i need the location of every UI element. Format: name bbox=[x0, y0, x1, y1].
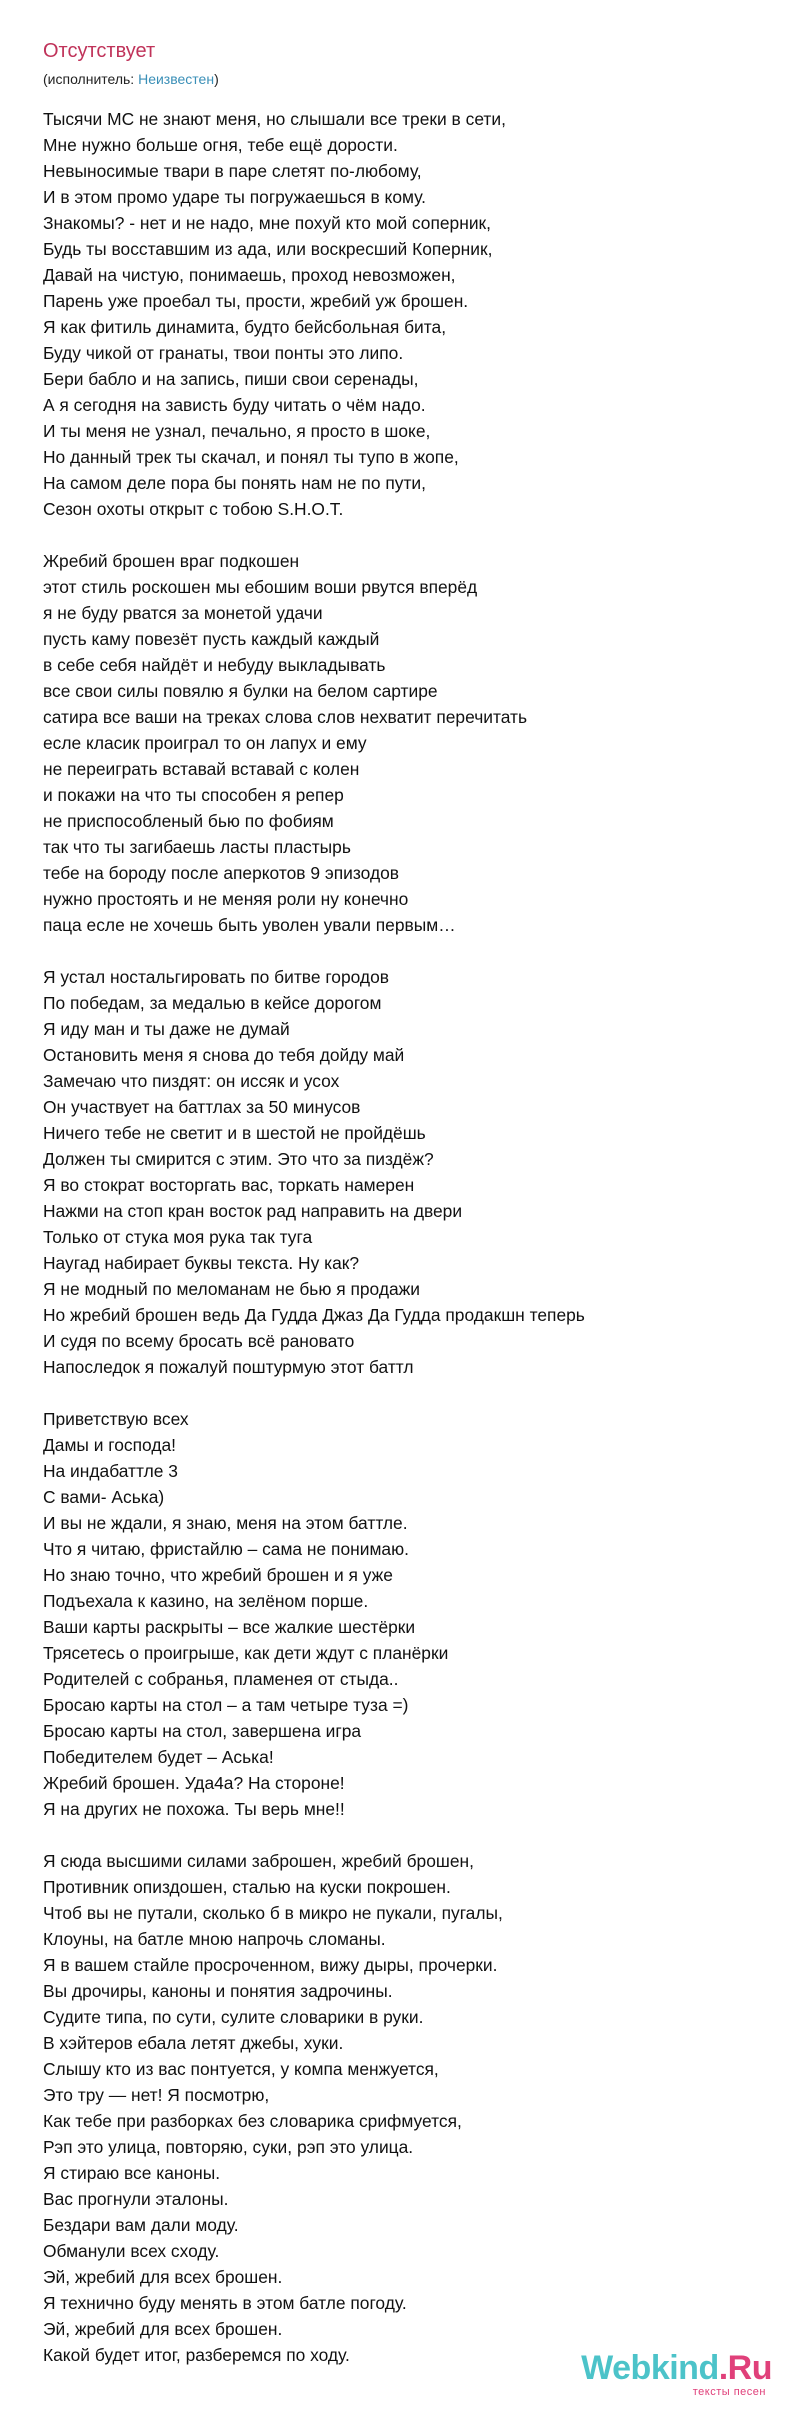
lyric-line: так что ты загибаешь ласты пластырь bbox=[43, 837, 351, 857]
lyric-line: Это тру — нет! Я посмотрю, bbox=[43, 2085, 270, 2105]
lyric-line: Я во стократ восторгать вас, торкать намерен bbox=[43, 1175, 415, 1195]
lyric-line: сатира все ваши на треках слова слов нехватит перечитать bbox=[43, 707, 528, 727]
lyric-line: есле класик проиграл то он лапух и ему bbox=[43, 733, 367, 753]
lyric-line: Я устал ностальгировать по битве городов bbox=[43, 967, 389, 987]
lyric-line: В хэйтеров ебала летят джебы, хуки. bbox=[43, 2033, 344, 2053]
lyric-line: Жребий брошен. Уда4а? На стороне! bbox=[43, 1773, 345, 1793]
lyric-line: Ничего тебе не светит и в шестой не пройдёшь bbox=[43, 1123, 426, 1143]
lyric-line: Тысячи МС не знают меня, но слышали все треки в сети, bbox=[43, 109, 506, 129]
lyric-line: Знакомы? - нет и не надо, мне похуй кто мой соперник, bbox=[43, 213, 491, 233]
lyric-line: Обманули всех сходу. bbox=[43, 2241, 220, 2261]
lyric-line: этот стиль роскошен мы ебошим воши рвутся вперёд bbox=[43, 577, 478, 597]
lyric-line: На самом деле пора бы понять нам не по пути, bbox=[43, 473, 426, 493]
lyric-line: Замечаю что пиздят: он иссяк и усох bbox=[43, 1071, 340, 1091]
lyric-line: не переиграть вставай вставай с колен bbox=[43, 759, 360, 779]
lyric-line: Дамы и господа! bbox=[43, 1435, 176, 1455]
stanza-break bbox=[43, 1380, 783, 1406]
lyric-line: не приспособленый бью по фобиям bbox=[43, 811, 334, 831]
lyric-line: нужно простоять и не меняя роли ну конечно bbox=[43, 889, 409, 909]
lyric-line: и покажи на что ты способен я репер bbox=[43, 785, 344, 805]
lyric-line: И судя по всему бросать всё рановато bbox=[43, 1331, 355, 1351]
lyric-line: Будь ты восставшим из ада, или воскресший Коперник, bbox=[43, 239, 493, 259]
lyric-line: Но данный трек ты скачал, и понял ты тупо в жопе, bbox=[43, 447, 459, 467]
lyric-line: Бросаю карты на стол – а там четыре туза =) bbox=[43, 1695, 409, 1715]
lyric-line: пусть каму повезёт пусть каждый каждый bbox=[43, 629, 380, 649]
lyric-line: Клоуны, на батле мною напрочь сломаны. bbox=[43, 1929, 386, 1949]
lyric-line: Я иду ман и ты даже не думай bbox=[43, 1019, 290, 1039]
lyric-line: Он участвует на баттлах за 50 минусов bbox=[43, 1097, 361, 1117]
lyric-line: Но знаю точно, что жребий брошен и я уже bbox=[43, 1565, 393, 1585]
lyric-line: Ваши карты раскрыты – все жалкие шестёрки bbox=[43, 1617, 416, 1637]
lyric-line: Парень уже проебал ты, прости, жребий уж брошен. bbox=[43, 291, 469, 311]
lyric-line: И в этом промо ударе ты погружаешься в кому. bbox=[43, 187, 426, 207]
lyric-line: Невыносимые твари в паре слетят по-любому, bbox=[43, 161, 422, 181]
lyric-line: Рэп это улица, повторяю, суки, рэп это улица. bbox=[43, 2137, 414, 2157]
lyric-line: Бездари вам дали моду. bbox=[43, 2215, 239, 2235]
lyric-line: Вы дрочиры, каноны и понятия задрочины. bbox=[43, 1981, 393, 2001]
lyric-line: Я не модный по меломанам не бью я продажи bbox=[43, 1279, 421, 1299]
lyric-line: Какой будет итог, разберемся по ходу. bbox=[43, 2345, 350, 2365]
lyric-line: Бросаю карты на стол, завершена игра bbox=[43, 1721, 362, 1741]
lyric-line: Как тебе при разборках без словарика срифмуется, bbox=[43, 2111, 462, 2131]
lyric-line: Я на других не похожа. Ты верь мне!! bbox=[43, 1799, 345, 1819]
song-title: Отсутствует bbox=[43, 40, 156, 62]
lyric-line: Что я читаю, фристайлю – сама не понимаю. bbox=[43, 1539, 409, 1559]
lyric-line: Победителем будет – Аська! bbox=[43, 1747, 274, 1767]
lyrics-body bbox=[43, 106, 783, 2368]
lyric-line: А я сегодня на зависть буду читать о чём надо. bbox=[43, 395, 426, 415]
lyric-line: Приветствую всех bbox=[43, 1409, 189, 1429]
lyric-line: Я как фитиль динамита, будто бейсбольная бита, bbox=[43, 317, 447, 337]
lyric-line: И ты меня не узнал, печально, я просто в шоке, bbox=[43, 421, 431, 441]
lyric-line: Жребий брошен враг подкошен bbox=[43, 551, 300, 571]
lyric-line: Вас прогнули эталоны. bbox=[43, 2189, 229, 2209]
lyric-line: Нажми на стоп кран восток рад направить на двери bbox=[43, 1201, 463, 1221]
lyric-line: Я сюда высшими силами заброшен, жребий брошен, bbox=[43, 1851, 474, 1871]
logo-wordmark bbox=[572, 2350, 772, 2386]
lyric-line: Но жребий брошен ведь Да Гудда Джаз Да Гудда продакшн теперь bbox=[43, 1305, 585, 1325]
lyric-line: Давай на чистую, понимаешь, проход невозможен, bbox=[43, 265, 456, 285]
lyric-line: Чтоб вы не путали, сколько б в микро не пукали, пугалы, bbox=[43, 1903, 503, 1923]
lyric-line: Я стираю все каноны. bbox=[43, 2163, 221, 2183]
lyric-line: паца есле не хочешь быть уволен ували первым… bbox=[43, 915, 456, 935]
logo-tld: .Ru bbox=[718, 2349, 772, 2387]
lyric-line: Только от стука моя рука так туга bbox=[43, 1227, 313, 1247]
lyric-line: я не буду рватся за монетой удачи bbox=[43, 603, 323, 623]
lyric-line: Родителей с собранья, пламенея от стыда.. bbox=[43, 1669, 399, 1689]
stanza-break bbox=[43, 522, 783, 548]
lyric-line: Наугад набирает буквы текста. Ну как? bbox=[43, 1253, 360, 1273]
lyric-line: Трясетесь о проигрыше, как дети ждут с планёрки bbox=[43, 1643, 449, 1663]
lyric-line: По победам, за медалью в кейсе дорогом bbox=[43, 993, 382, 1013]
lyric-line: Эй, жребий для всех брошен. bbox=[43, 2319, 283, 2339]
performer-prefix: (исполнитель: bbox=[43, 71, 139, 87]
lyric-line: С вами- Аська) bbox=[43, 1487, 165, 1507]
lyric-line: Слышу кто из вас понтуется, у компа менжуется, bbox=[43, 2059, 439, 2079]
lyric-line: На индабаттле 3 bbox=[43, 1461, 178, 1481]
lyric-line: тебе на бороду после аперкотов 9 эпизодов bbox=[43, 863, 399, 883]
stanza-break bbox=[43, 938, 783, 964]
site-logo[interactable] bbox=[572, 2350, 772, 2398]
lyric-line: Сезон охоты открыт с тобою S.H.O.T. bbox=[43, 499, 344, 519]
performer-line bbox=[43, 70, 219, 88]
lyric-line: Я технично буду менять в этом батле погоду. bbox=[43, 2293, 407, 2313]
lyric-line: Подъехала к казино, на зелёном порше. bbox=[43, 1591, 369, 1611]
lyric-line: Я в вашем стайле просроченном, вижу дыры, прочерки. bbox=[43, 1955, 498, 1975]
logo-tagline: тексты песен bbox=[692, 2386, 766, 2398]
lyric-line: Остановить меня я снова до тебя дойду май bbox=[43, 1045, 405, 1065]
performer-link[interactable]: Неизвестен bbox=[138, 71, 215, 87]
stanza-break bbox=[43, 1822, 783, 1848]
lyric-line: Буду чикой от гранаты, твои понты это липо. bbox=[43, 343, 404, 363]
performer-suffix: ) bbox=[214, 71, 219, 87]
lyric-line: все свои силы повялю я булки на белом сартире bbox=[43, 681, 438, 701]
logo-name: Webkind bbox=[581, 2349, 719, 2387]
lyric-line: Эй, жребий для всех брошен. bbox=[43, 2267, 283, 2287]
lyric-line: Бери бабло и на запись, пиши свои серенады, bbox=[43, 369, 419, 389]
lyric-line: Противник опиздошен, сталью на куски покрошен. bbox=[43, 1877, 451, 1897]
lyric-line: Должен ты смирится с этим. Это что за пиздёж? bbox=[43, 1149, 434, 1169]
lyric-line: И вы не ждали, я знаю, меня на этом баттле. bbox=[43, 1513, 408, 1533]
lyric-line: Мне нужно больше огня, тебе ещё дорости. bbox=[43, 135, 398, 155]
lyric-line: Напоследок я пожалуй поштурмую этот баттл bbox=[43, 1357, 414, 1377]
lyric-line: Судите типа, по сути, сулите словарики в руки. bbox=[43, 2007, 424, 2027]
lyric-line: в себе себя найдёт и небуду выкладывать bbox=[43, 655, 386, 675]
